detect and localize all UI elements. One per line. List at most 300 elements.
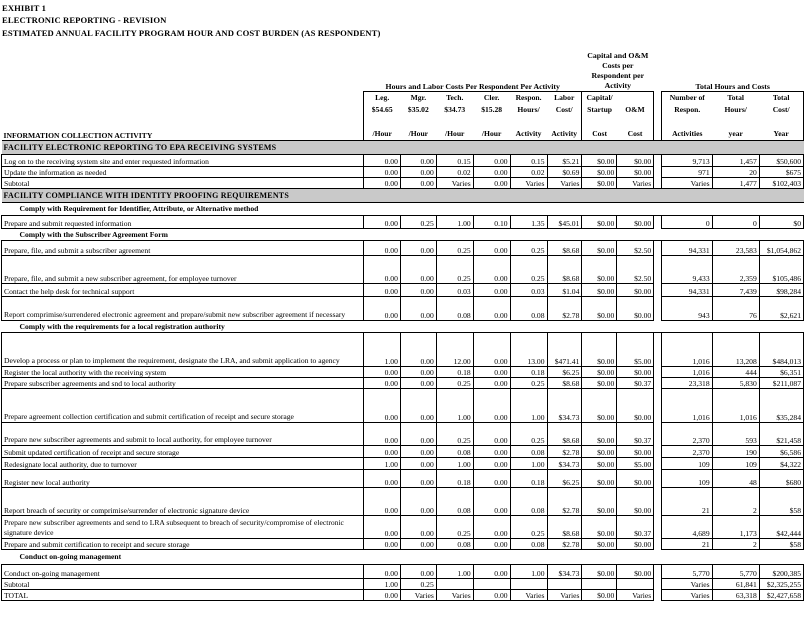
row-label: Prepare and submit requested information — [2, 216, 364, 229]
cell-tech: 0.25 — [436, 256, 473, 284]
cell-cler: 0.00 — [473, 565, 510, 579]
cell-respon-hours: 0.08 — [510, 488, 547, 516]
cell-tech — [436, 579, 473, 590]
cell-cler — [473, 579, 510, 590]
cell-capital-cost: $0.00 — [582, 539, 617, 550]
table-row — [2, 446, 804, 458]
cell-respon-hours: 1.35 — [510, 216, 547, 229]
table-row — [2, 590, 804, 601]
column-divider — [654, 167, 662, 178]
row-label: Prepare new subscriber agreements and send to LRA subsequent to breach of security/compromise of electronic signature device — [2, 516, 364, 539]
row-label: Prepare agreement collection certification and submit certification of receipt and secure storage — [2, 389, 364, 423]
col-respon-3: Activity — [515, 129, 542, 139]
cell-leg: 0.00 — [363, 155, 400, 167]
cell-labor-cost: Varies — [547, 178, 582, 189]
subsection-header — [2, 203, 804, 216]
col-mgr-rate: $35.02 — [407, 104, 429, 114]
cell-num-respondents: 21 — [662, 488, 712, 516]
cell-leg: 0.00 — [363, 488, 400, 516]
row-label: Log on to the receiving system site and enter requested information — [2, 155, 364, 167]
cell-num-respondents: Varies — [662, 579, 712, 590]
table-row — [2, 297, 804, 321]
cell-cler: 0.00 — [473, 297, 510, 321]
cell-mgr: 0.25 — [400, 579, 436, 590]
row-label: Prepare subscriber agreements and snd to local authority — [2, 378, 364, 389]
col-mgr-unit: /Hour — [408, 129, 429, 139]
cell-num-respondents: Varies — [662, 178, 712, 189]
col-leg-rate: $54.65 — [363, 104, 400, 116]
cell-cler: 0.00 — [473, 446, 510, 458]
cell-cler: 0.00 — [473, 178, 510, 189]
cell-labor-cost: $0.69 — [547, 167, 582, 178]
cell-total-hours: 1,457 — [712, 155, 759, 167]
subsection-header — [2, 229, 804, 241]
row-label: Update the information as needed — [2, 167, 364, 178]
cell-total-cost: $2,427,658 — [759, 590, 803, 601]
section-header — [2, 189, 804, 203]
cell-leg: 1.00 — [363, 333, 400, 367]
column-divider — [654, 155, 662, 167]
cell-respon-hours: 0.18 — [510, 367, 547, 378]
cell-respon-hours: 0.25 — [510, 516, 547, 539]
cell-om-cost: $0.00 — [617, 488, 654, 516]
cell-total-cost: $35,284 — [759, 389, 803, 423]
cell-mgr: 0.00 — [400, 284, 436, 297]
cell-tech: 0.25 — [436, 241, 473, 256]
cell-respon-hours: 0.08 — [510, 446, 547, 458]
column-divider — [654, 470, 662, 488]
column-divider — [654, 367, 662, 378]
col-om-3: Cost — [617, 129, 654, 141]
row-label: Register the local authority with the receiving system — [2, 367, 364, 378]
cell-total-hours: 61,841 — [712, 579, 759, 590]
cell-leg: 0.00 — [363, 470, 400, 488]
cell-total-hours: 5,770 — [712, 565, 759, 579]
cell-total-hours: 63,318 — [712, 590, 759, 601]
cell-respon-hours: 13.00 — [510, 333, 547, 367]
subsection-header — [2, 321, 804, 333]
cell-cler: 0.00 — [473, 516, 510, 539]
cell-total-hours: 593 — [712, 423, 759, 446]
cell-mgr: 0.00 — [400, 378, 436, 389]
col-om-2: O&M — [617, 104, 654, 116]
table-row — [2, 579, 804, 590]
cell-leg: 0.00 — [363, 216, 400, 229]
cell-capital-cost: $0.00 — [582, 590, 617, 601]
section-header — [2, 141, 804, 155]
column-divider — [654, 333, 662, 367]
col-tech-rate: $34.73 — [444, 104, 466, 114]
cell-om-cost: $0.00 — [617, 539, 654, 550]
cell-om-cost: $0.00 — [617, 565, 654, 579]
cell-num-respondents: 23,318 — [662, 378, 712, 389]
row-label: Subtotal — [2, 579, 364, 590]
column-divider — [654, 516, 662, 539]
cell-om-cost: $0.00 — [617, 297, 654, 321]
cell-tech: 0.08 — [436, 446, 473, 458]
cell-om-cost: $2.50 — [617, 256, 654, 284]
cell-cler: 0.00 — [473, 488, 510, 516]
section-title: FACILITY ELECTRONIC REPORTING TO EPA RECEIVING SYSTEMS — [2, 141, 804, 155]
cell-om-cost: $0.00 — [617, 389, 654, 423]
cell-total-hours: 0 — [712, 216, 759, 229]
cell-leg: 0.00 — [363, 178, 400, 189]
cell-num-respondents: 1,016 — [662, 367, 712, 378]
cell-num-respondents: 109 — [662, 458, 712, 470]
cell-num-respondents: Varies — [662, 590, 712, 601]
table-row — [2, 155, 804, 167]
cell-total-cost: $50,600 — [759, 155, 803, 167]
cell-respon-hours: 0.25 — [510, 423, 547, 446]
cell-num-respondents: 2,370 — [662, 446, 712, 458]
cell-om-cost: $0.00 — [617, 446, 654, 458]
cell-om-cost: $5.00 — [617, 333, 654, 367]
table-row — [2, 516, 804, 539]
cell-labor-cost — [547, 579, 582, 590]
cell-num-respondents: 109 — [662, 470, 712, 488]
col-capital: Capital/ — [582, 92, 617, 104]
cell-labor-cost: $8.68 — [547, 516, 582, 539]
cell-leg: 0.00 — [363, 389, 400, 423]
cell-total-cost: $0 — [759, 216, 803, 229]
cell-respon-hours: Varies — [510, 590, 547, 601]
cell-mgr: 0.00 — [400, 367, 436, 378]
table-row — [2, 256, 804, 284]
cell-total-cost: $680 — [759, 470, 803, 488]
cell-total-cost: $200,385 — [759, 565, 803, 579]
cell-respon-hours: Varies — [510, 178, 547, 189]
burden-table — [1, 51, 804, 601]
row-label: Contact the help desk for technical support — [2, 284, 364, 297]
row-label: Submit updated certification of receipt and secure storage — [2, 446, 364, 458]
col-tothours-3: year — [728, 129, 743, 139]
cell-leg: 0.00 — [363, 284, 400, 297]
cell-total-hours: 190 — [712, 446, 759, 458]
cell-cler: 0.00 — [473, 458, 510, 470]
column-divider — [654, 579, 662, 590]
cell-labor-cost: $34.73 — [547, 565, 582, 579]
col-labor: Labor — [554, 92, 575, 102]
cell-mgr: 0.00 — [400, 458, 436, 470]
subsection-header — [2, 550, 804, 565]
row-label: TOTAL — [2, 590, 364, 601]
cell-leg: 0.00 — [363, 516, 400, 539]
col-tothours-2: Hours/ — [724, 104, 747, 114]
cell-mgr: 0.00 — [400, 565, 436, 579]
cell-leg: 0.00 — [363, 241, 400, 256]
col-totcost: Total — [759, 92, 803, 104]
cell-labor-cost: $8.68 — [547, 423, 582, 446]
cell-labor-cost: $8.68 — [547, 378, 582, 389]
cell-mgr: 0.00 — [400, 446, 436, 458]
cell-total-hours: 1,016 — [712, 389, 759, 423]
cell-total-hours: 109 — [712, 458, 759, 470]
col-numresp-2: Respon. — [662, 104, 712, 116]
exhibit-number: EXHIBIT 1 — [2, 3, 46, 13]
cell-num-respondents: 943 — [662, 297, 712, 321]
cell-total-hours: 7,439 — [712, 284, 759, 297]
row-label: Register new local authority — [2, 470, 364, 488]
cell-total-cost: $58 — [759, 539, 803, 550]
cell-total-cost: $42,444 — [759, 516, 803, 539]
cell-om-cost: $0.00 — [617, 367, 654, 378]
cell-om-cost: $0.00 — [617, 167, 654, 178]
col-cler-unit: /Hour — [481, 129, 502, 139]
row-label: Develop a process or plan to implement the requirement, designate the LRA, and submit application to agency — [2, 333, 364, 367]
cell-labor-cost: $5.21 — [547, 155, 582, 167]
cell-labor-cost: $45.01 — [547, 216, 582, 229]
cell-cler: 0.00 — [473, 256, 510, 284]
cell-tech: Varies — [436, 590, 473, 601]
cell-om-cost — [617, 579, 654, 590]
cell-om-cost: $0.00 — [617, 470, 654, 488]
column-divider — [654, 389, 662, 423]
column-divider — [654, 297, 662, 321]
column-divider — [654, 458, 662, 470]
cell-cler: 0.00 — [473, 389, 510, 423]
cell-capital-cost: $0.00 — [582, 389, 617, 423]
cell-om-cost: $0.00 — [617, 155, 654, 167]
cell-total-hours: 2,359 — [712, 256, 759, 284]
cell-respon-hours: 0.08 — [510, 539, 547, 550]
cell-mgr: 0.00 — [400, 423, 436, 446]
cell-tech: 1.00 — [436, 458, 473, 470]
cell-tech: 0.08 — [436, 297, 473, 321]
column-divider — [654, 256, 662, 284]
row-label: Prepare and submit certification to receipt and secure storage — [2, 539, 364, 550]
cell-tech: 0.18 — [436, 470, 473, 488]
cell-leg: 0.00 — [363, 565, 400, 579]
cell-labor-cost: $2.78 — [547, 488, 582, 516]
subsection-title: Conduct on-going management — [2, 550, 364, 565]
cell-cler: 0.00 — [473, 378, 510, 389]
exhibit-title: ESTIMATED ANNUAL FACILITY PROGRAM HOUR AND COST BURDEN (AS RESPONDENT) — [2, 28, 381, 38]
column-divider — [654, 590, 662, 601]
cell-labor-cost: $8.68 — [547, 241, 582, 256]
cell-total-cost: $98,284 — [759, 284, 803, 297]
table-row — [2, 565, 804, 579]
cell-capital-cost: $0.00 — [582, 155, 617, 167]
cell-capital-cost: $0.00 — [582, 378, 617, 389]
cell-respon-hours: 0.02 — [510, 167, 547, 178]
cell-respon-hours: 0.18 — [510, 470, 547, 488]
cell-tech: 1.00 — [436, 389, 473, 423]
row-label: Conduct on-going management — [2, 565, 364, 579]
cell-cler: 0.00 — [473, 155, 510, 167]
cell-mgr: 0.00 — [400, 389, 436, 423]
cell-mgr: 0.00 — [400, 178, 436, 189]
cell-leg: 0.00 — [363, 167, 400, 178]
cell-cler: 0.00 — [473, 470, 510, 488]
cell-respon-hours: 0.25 — [510, 241, 547, 256]
cell-respon-hours: 0.15 — [510, 155, 547, 167]
column-divider — [654, 446, 662, 458]
cell-total-cost: $6,586 — [759, 446, 803, 458]
cell-capital-cost: $0.00 — [582, 216, 617, 229]
cell-capital-cost: $0.00 — [582, 241, 617, 256]
cell-num-respondents: 94,331 — [662, 284, 712, 297]
cell-cler: 0.00 — [473, 423, 510, 446]
table-row — [2, 378, 804, 389]
cell-cler: 0.00 — [473, 367, 510, 378]
cell-tech: Varies — [436, 178, 473, 189]
cell-cler: 0.10 — [473, 216, 510, 229]
cell-tech: 0.25 — [436, 423, 473, 446]
col-om — [617, 92, 654, 104]
column-divider — [654, 539, 662, 550]
cell-labor-cost: $2.78 — [547, 446, 582, 458]
table-row — [2, 216, 804, 229]
cell-capital-cost: $0.00 — [582, 367, 617, 378]
cell-om-cost: $2.50 — [617, 241, 654, 256]
cell-cler: 0.00 — [473, 333, 510, 367]
cell-capital-cost: $0.00 — [582, 423, 617, 446]
row-label: Prepare, file, and submit a new subscriber agreement, for employee turnover — [2, 256, 364, 284]
table-row — [2, 470, 804, 488]
cell-cler: 0.00 — [473, 590, 510, 601]
cell-num-respondents: 0 — [662, 216, 712, 229]
cell-mgr: 0.00 — [400, 516, 436, 539]
cell-respon-hours: 0.08 — [510, 297, 547, 321]
cell-tech: 1.00 — [436, 565, 473, 579]
cell-capital-cost — [582, 579, 617, 590]
cell-om-cost: $0.37 — [617, 516, 654, 539]
col-totcost-3: Year — [759, 129, 803, 141]
cell-leg: 0.00 — [363, 423, 400, 446]
cell-mgr: Varies — [400, 590, 436, 601]
cell-tech: 0.18 — [436, 367, 473, 378]
cell-tech: 1.00 — [436, 216, 473, 229]
col-numresp-3: Activities — [662, 129, 712, 141]
column-divider — [654, 216, 662, 229]
cell-mgr: 0.00 — [400, 333, 436, 367]
cell-capital-cost: $0.00 — [582, 488, 617, 516]
cell-om-cost: $5.00 — [617, 458, 654, 470]
cell-capital-cost: $0.00 — [582, 297, 617, 321]
col-numresp: Number of — [662, 92, 712, 104]
cell-capital-cost: $0.00 — [582, 167, 617, 178]
cell-num-respondents: 9,433 — [662, 256, 712, 284]
cell-cler: 0.00 — [473, 284, 510, 297]
cell-respon-hours: 0.25 — [510, 256, 547, 284]
cell-num-respondents: 4,689 — [662, 516, 712, 539]
cell-num-respondents: 5,770 — [662, 565, 712, 579]
cell-respon-hours: 1.00 — [510, 458, 547, 470]
cell-tech: 0.08 — [436, 539, 473, 550]
cell-total-hours: 1,477 — [712, 178, 759, 189]
cell-total-cost: $6,351 — [759, 367, 803, 378]
row-label: Report breach of security or comprimise/surrender of electronic signature device — [2, 488, 364, 516]
cell-leg: 0.00 — [363, 256, 400, 284]
cell-total-cost: $2,621 — [759, 297, 803, 321]
exhibit-subtitle: ELECTRONIC REPORTING - REVISION — [2, 15, 167, 25]
column-divider — [654, 241, 662, 256]
column-divider — [654, 565, 662, 579]
cell-total-hours: 2 — [712, 539, 759, 550]
cell-total-hours: 5,830 — [712, 378, 759, 389]
cell-leg: 1.00 — [363, 458, 400, 470]
cell-total-hours: 1,173 — [712, 516, 759, 539]
cell-cler: 0.00 — [473, 167, 510, 178]
table-row — [2, 458, 804, 470]
table-row — [2, 178, 804, 189]
cell-mgr: 0.00 — [400, 256, 436, 284]
row-label: Redesignate local authority, due to turnover — [2, 458, 364, 470]
col-leg: Leg. — [363, 92, 400, 104]
cell-mgr: 0.00 — [400, 470, 436, 488]
cell-leg: 0.00 — [363, 590, 400, 601]
col-totcost-2: Cost/ — [759, 104, 803, 116]
cell-leg: 1.00 — [363, 579, 400, 590]
cell-tech: 0.15 — [436, 155, 473, 167]
cell-num-respondents: 1,016 — [662, 389, 712, 423]
col-cler-rate: $15.28 — [481, 104, 503, 114]
cell-capital-cost: $0.00 — [582, 284, 617, 297]
cell-respon-hours: 1.00 — [510, 389, 547, 423]
cell-om-cost: $0.00 — [617, 284, 654, 297]
table-row — [2, 241, 804, 256]
cell-total-cost: $4,322 — [759, 458, 803, 470]
row-label: Subtotal — [2, 178, 364, 189]
cell-respon-hours: 0.25 — [510, 378, 547, 389]
cell-tech: 0.02 — [436, 167, 473, 178]
cell-om-cost: Varies — [617, 590, 654, 601]
cell-num-respondents: 21 — [662, 539, 712, 550]
cell-cler: 0.00 — [473, 539, 510, 550]
column-divider — [654, 378, 662, 389]
cell-labor-cost: Varies — [547, 590, 582, 601]
cell-labor-cost: $34.73 — [547, 458, 582, 470]
cell-capital-cost: $0.00 — [582, 458, 617, 470]
cell-labor-cost: $2.78 — [547, 539, 582, 550]
cell-labor-cost: $6.25 — [547, 470, 582, 488]
cell-leg: 0.00 — [363, 297, 400, 321]
row-label: Report comprimise/surrendered electronic agreement and prepare/submit new subscriber agreement if necessary — [2, 297, 364, 321]
cell-mgr: 0.00 — [400, 539, 436, 550]
cell-num-respondents: 971 — [662, 167, 712, 178]
column-divider — [654, 423, 662, 446]
table-row — [2, 423, 804, 446]
cell-om-cost: $0.37 — [617, 378, 654, 389]
cell-capital-cost: $0.00 — [582, 565, 617, 579]
cell-om-cost: $0.37 — [617, 423, 654, 446]
cell-respon-hours: 0.03 — [510, 284, 547, 297]
table-row — [2, 539, 804, 550]
cell-leg: 0.00 — [363, 378, 400, 389]
cell-total-hours: 23,583 — [712, 241, 759, 256]
col-labor-2: Cost/ — [555, 104, 573, 114]
cell-capital-cost: $0.00 — [582, 178, 617, 189]
col-cler: Cler. — [483, 92, 500, 102]
col-respon-2: Hours/ — [517, 104, 540, 114]
cell-leg: 0.00 — [363, 539, 400, 550]
cell-total-hours: 444 — [712, 367, 759, 378]
cell-capital-cost: $0.00 — [582, 516, 617, 539]
row-label: Prepare, file, and submit a subscriber agreement — [2, 241, 364, 256]
cell-total-cost: $21,458 — [759, 423, 803, 446]
cell-total-hours: 2 — [712, 488, 759, 516]
totals-group-header: Total Hours and Costs — [662, 51, 804, 92]
cell-mgr: 0.00 — [400, 297, 436, 321]
col-tech: Tech. — [446, 92, 464, 102]
col-mgr: Mgr. — [410, 92, 427, 102]
cell-mgr: 0.00 — [400, 241, 436, 256]
cell-leg: 0.00 — [363, 367, 400, 378]
cell-total-cost: $105,486 — [759, 256, 803, 284]
subsection-title: Comply with the requirements for a local registration authority — [2, 321, 364, 333]
cell-labor-cost: $471.41 — [547, 333, 582, 367]
col-leg-unit: /Hour — [363, 129, 400, 141]
